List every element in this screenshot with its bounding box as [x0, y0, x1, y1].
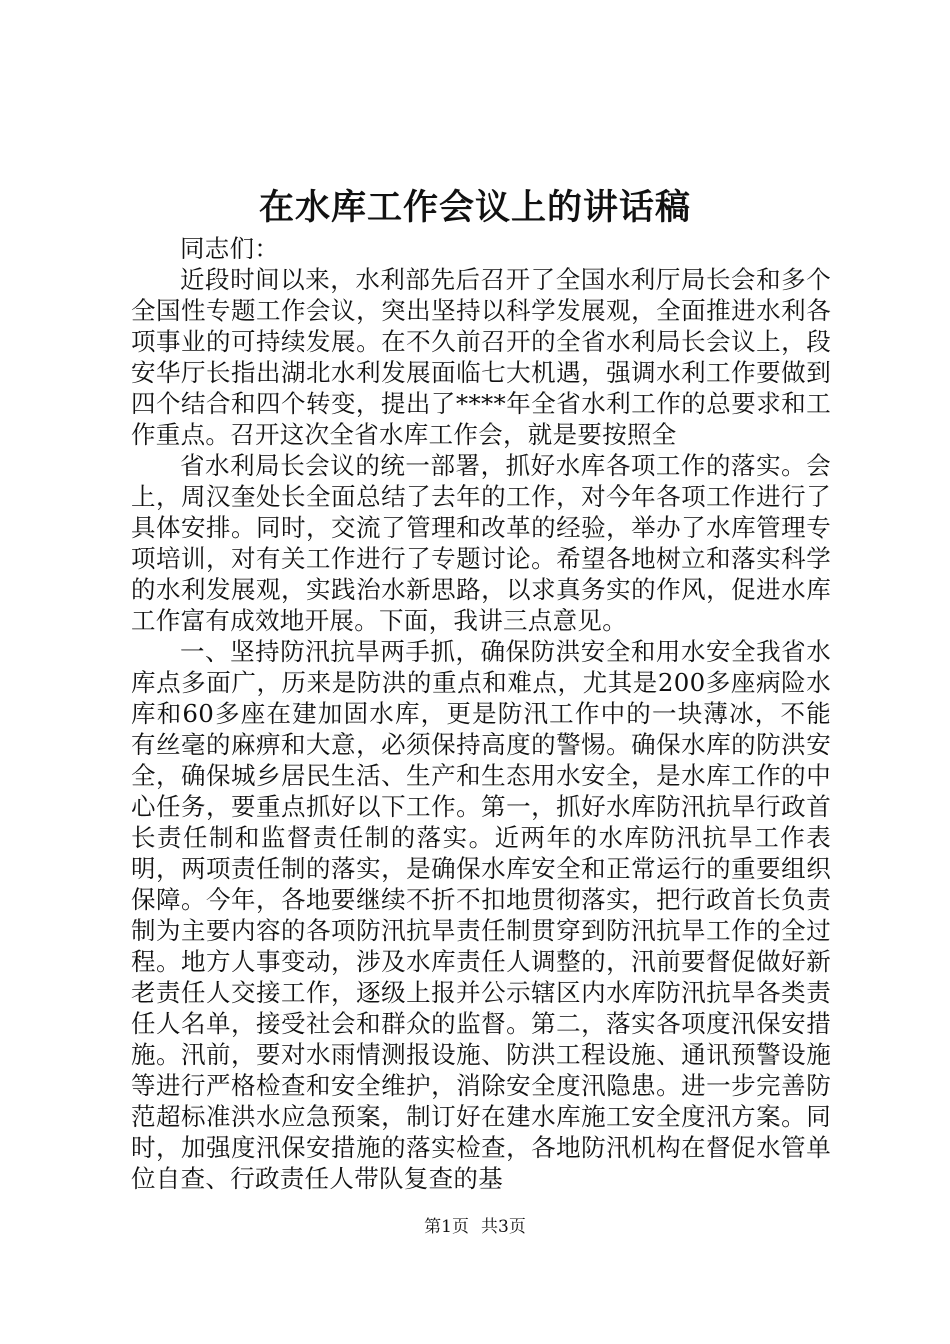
- document-title: 在水库工作会议上的讲话稿: [258, 187, 691, 228]
- salutation-paragraph: 同志们：: [180, 234, 280, 263]
- page-footer: [0, 1215, 950, 1239]
- body-paragraph: 省水利局长会议的统一部署，抓好水库各项工作的落实。会上，周汉奎处长全面总结了去年的工作，对今年各项工作进行了具体安排。同时，交流了管理和改革的经验，举办了水库管理专项培训，对有关工作进行了专题讨论。希望各地树立和落实科学的水利发展观，实践治水新思路，以求真务实的作风，促进水库工作富有成效地开展。下面，我讲三点意见。: [131, 451, 831, 635]
- document-body: [131, 233, 831, 1194]
- body-paragraph: 一、坚持防汛抗旱两手抓，确保防洪安全和用水安全我省水库点多面广，历来是防洪的重点和难点，尤其是200多座病险水库和60多座在建加固水库，更是防汛工作中的一块薄冰，不能有丝毫的麻痹和大意，必须保持高度的警惕。确保水库的防洪安全，确保城乡居民生活、生产和生态用水安全，是水库工作的中心任务，要重点抓好以下工作。第一，抓好水库防汛抗旱行政首长责任制和监督责任制的落实。近两年的水库防汛抗旱工作表明，两项责任制的落实，是确保水库安全和正常运行的重要组织保障。今年，各地要继续不折不扣地贯彻落实，把行政首长负责制为主要内容的各项防汛抗旱责任制贯穿到防汛抗旱工作的全过程。地方人事变动，涉及水库责任人调整的，汛前要督促做好新老责任人交接工作，逐级上报并公示辖区内水库防汛抗旱各类责任人名单，接受社会和群众的监督。第二，落实各项度汛保安措施。汛前，要对水雨情测报设施、防洪工程设施、通讯预警设施等进行严格检查和安全维护，消除安全度汛隐患。进一步完善防范超标准洪水应急预案，制订好在建水库施工安全度汛方案。同时，加强度汛保安措施的落实检查，各地防汛机构在督促水管单位自查、行政责任人带队复查的基: [131, 637, 831, 1193]
- page-number: 第1页: [424, 1217, 469, 1237]
- body-paragraph: 近段时间以来，水利部先后召开了全国水利厅局长会和多个全国性专题工作会议，突出坚持以科学发展观，全面推进水利各项事业的可持续发展。在不久前召开的全省水利局长会议上，段安华厅长指出湖北水利发展面临七大机遇，强调水利工作要做到四个结合和四个转变，提出了****年全省水利工作的总要求和工作重点。召开这次全省水库工作会，就是要按照全: [131, 265, 831, 449]
- page-total: 共3页: [481, 1217, 526, 1237]
